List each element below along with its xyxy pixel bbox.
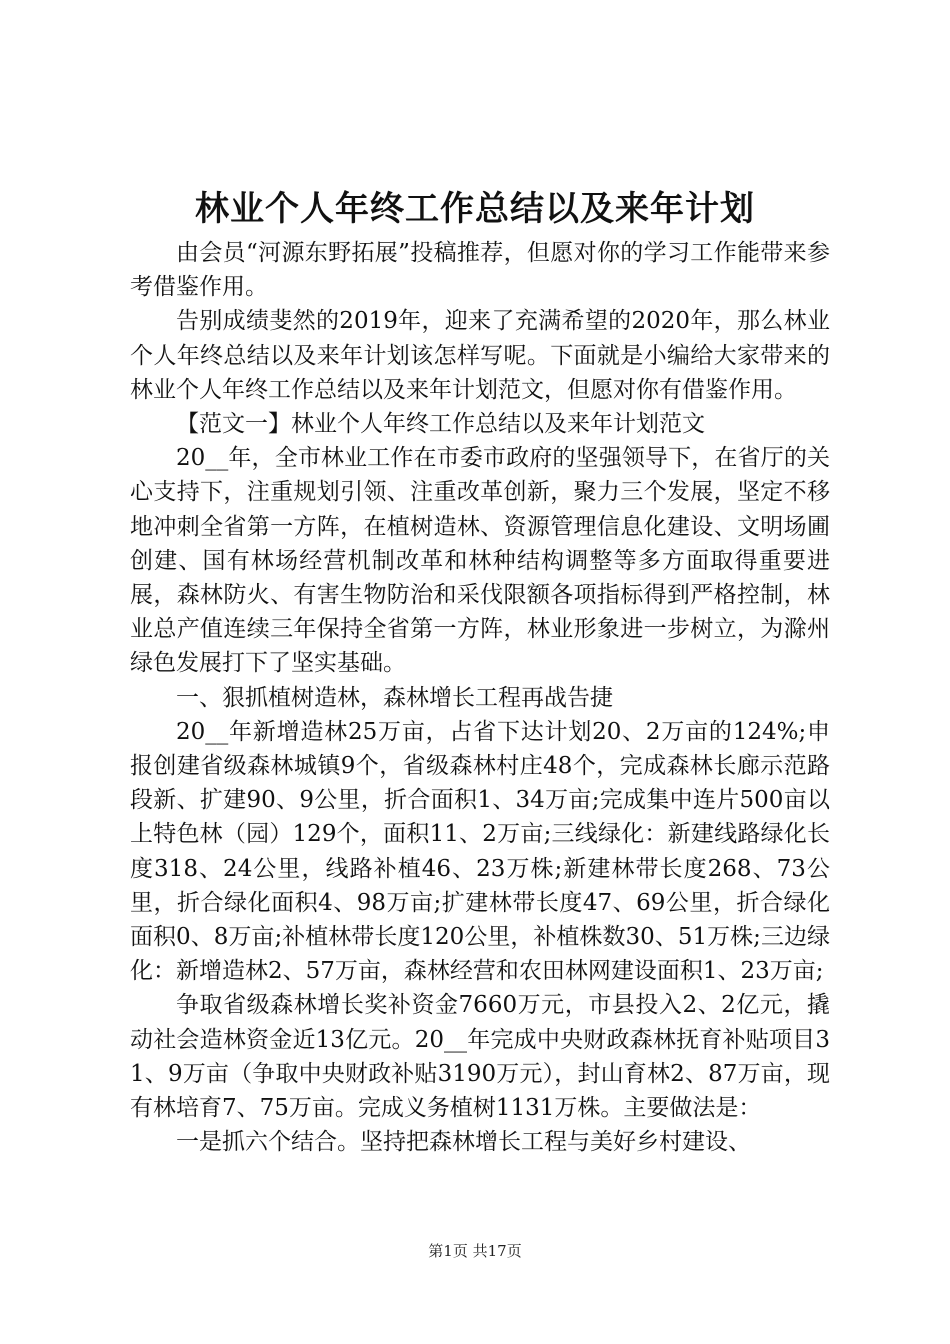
page-number-footer: 第1页 共17页	[428, 1242, 522, 1260]
paragraph-summary: 20__年，全市林业工作在市委市政府的坚强领导下，在省厅的关心支持下，注重规划引领、注重改革创新，聚力三个发展，坚定不移地冲刺全省第一方阵，在植树造林、资源管理信息化建设、文明场圃创建、国有林场经营机制改革和林种结构调整等多方面取得重要进展，森林防火、有害生物防治和采伐限额各项指标得到严格控制，林业总产值连续三年保持全省第一方阵，林业形象进一步树立，为滁州绿色发展打下了坚实基础。	[130, 445, 830, 677]
paragraph-method: 一是抓六个结合。坚持把森林增长工程与美好乡村建设、	[176, 1129, 751, 1156]
paragraph-sample-heading: 【范文一】林业个人年终工作总结以及来年计划范文	[176, 411, 705, 438]
document-body	[130, 236, 830, 1159]
paragraph-intro: 由会员“河源东野拓展”投稿推荐，但愿对你的学习工作能带来参考借鉴作用。	[130, 240, 830, 301]
paragraph-section-heading: 一、狠抓植树造林，森林增长工程再战告捷	[176, 684, 613, 711]
paragraph-afforestation-stats: 20__年新增造林25万亩，占省下达计划20、2万亩的124%;申报创建省级森林城镇9个，省级森林村庄48个，完成森林长廊示范路段新、扩建90、9公里，折合面积1、34万亩;完成集中连片500亩以上特色林（园）129个，面积11、2万亩;三线绿化：新建线路绿化长度318、24公里，线路补植46、23万株;新建林带长度268、73公里，折合绿化面积4、98万亩;扩建林带长度47、69公里，折合绿化面积0、8万亩;补植林带长度120公里，补植株数30、51万株;三边绿化：新增造林2、57万亩，森林经营和农田林网建设面积1、23万亩;	[130, 718, 830, 985]
paragraph-preface: 告别成绩斐然的2019年，迎来了充满希望的2020年，那么林业个人年终总结以及来年计划该怎样写呢。下面就是小编给大家带来的林业个人年终工作总结以及来年计划范文，但愿对你有借鉴作用。	[130, 308, 830, 403]
document-title: 林业个人年终工作总结以及来年计划	[195, 189, 755, 229]
paragraph-funding: 争取省级森林增长奖补资金7660万元，市县投入2、2亿元，撬动社会造林资金近13亿元。20__年完成中央财政森林抚育补贴项目31、9万亩（争取中央财政补贴3190万元），封山育林2、87万亩，现有林培育7、75万亩。完成义务植树1131万株。主要做法是：	[130, 992, 830, 1122]
